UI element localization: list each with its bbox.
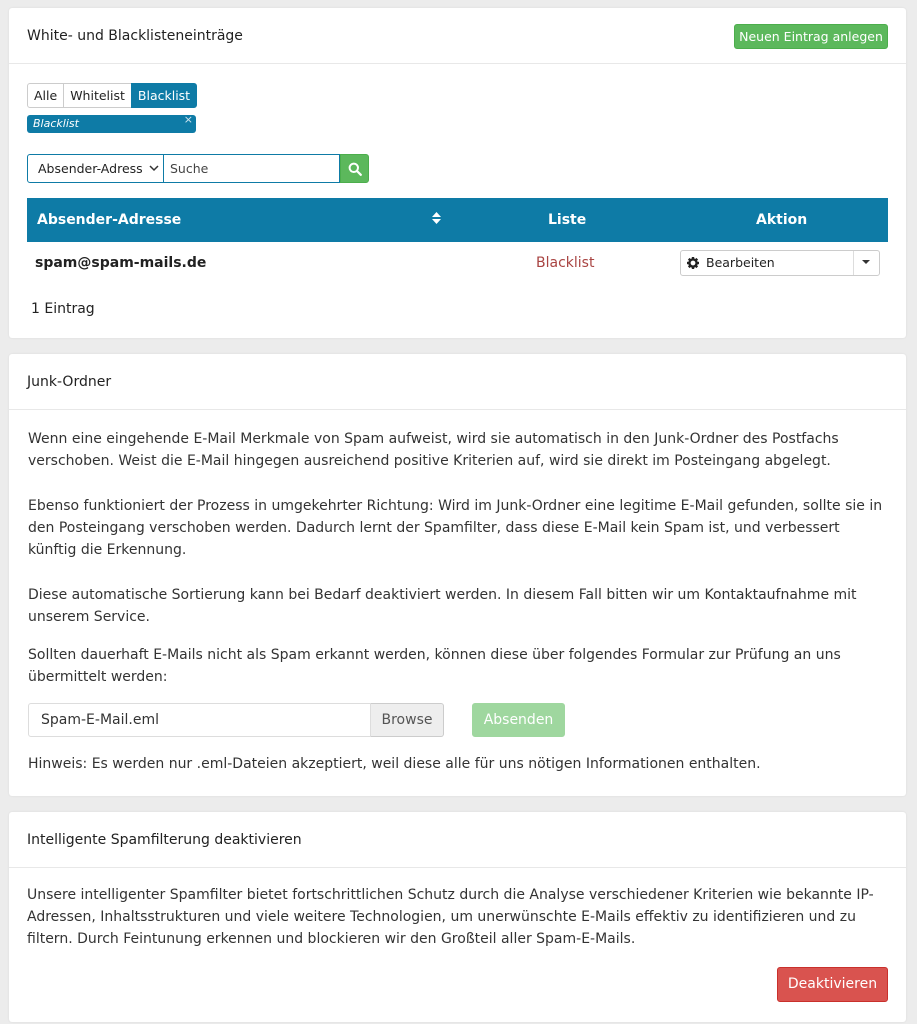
active-filter-tag xyxy=(27,115,196,133)
search-field-select-value: Absender-Adress xyxy=(38,161,143,176)
file-name-field[interactable]: Spam-E-Mail.eml xyxy=(28,703,371,737)
caret-down-icon[interactable] xyxy=(862,250,870,284)
sort-icon[interactable] xyxy=(432,198,441,242)
table-row xyxy=(27,242,888,286)
junk-panel xyxy=(9,354,906,796)
smart-filter-panel-title: Intelligente Spamfilterung deaktivieren xyxy=(27,832,302,848)
new-entry-button[interactable]: Neuen Eintrag anlegen xyxy=(734,24,888,49)
entries-table xyxy=(27,198,888,286)
edit-dropdown-button[interactable] xyxy=(680,250,880,276)
dropdown-divider xyxy=(853,251,854,275)
submit-button[interactable]: Absenden xyxy=(472,703,565,737)
file-upload-row xyxy=(28,703,444,737)
list-filter-group xyxy=(27,83,196,108)
entry-count: 1 Eintrag xyxy=(31,301,95,317)
smart-filter-panel xyxy=(9,812,906,1022)
search-button[interactable] xyxy=(340,154,369,183)
junk-paragraph-4: Sollten dauerhaft E-Mails nicht als Spam erkannt werden, können diese über folgendes Formular zur Prüfung an uns übermittelt werden: xyxy=(28,647,841,685)
junk-paragraph-1: Wenn eine eingehende E-Mail Merkmale von Spam aufweist, wird sie automatisch in den Junk-Ordner des Postfachs verschoben. Weist die E-Mail hingegen ausreichend positive Kriterien auf, wird sie direkt im Posteingang abgelegt. xyxy=(28,431,839,469)
list-type: Blacklist xyxy=(536,255,595,271)
edit-dropdown-label: Bearbeiten xyxy=(706,255,775,270)
search-input[interactable]: Suche xyxy=(164,154,340,183)
chevron-down-icon xyxy=(149,155,159,193)
smart-filter-panel-header xyxy=(9,812,906,868)
smart-filter-description: Unsere intelligenter Spamfilter bietet fortschrittlichen Schutz durch die Analyse verschiedener Kriterien wie bekannte IP-Adressen, Inhaltsstrukturen und viele weitere Technologien, um unerwünschte E-Mails effektiv zu identifizieren und zu filtern. Durch Feintunung erkennen und blockieren wir den Großteil aller Spam-E-Mails. xyxy=(27,887,874,947)
lists-panel xyxy=(9,8,906,338)
browse-button[interactable]: Browse xyxy=(371,703,444,737)
filter-blacklist-button[interactable]: Blacklist xyxy=(131,83,197,108)
search-field-select[interactable] xyxy=(27,154,164,183)
gear-icon xyxy=(687,251,699,283)
filter-all-button[interactable]: Alle xyxy=(27,83,64,108)
lists-panel-title: White- und Blacklisteneinträge xyxy=(27,28,243,44)
file-hint: Hinweis: Es werden nur .eml-Dateien akzeptiert, weil diese alle für uns nötigen Informationen enthalten. xyxy=(28,756,761,772)
table-header xyxy=(27,198,888,242)
junk-panel-title: Junk-Ordner xyxy=(27,374,112,390)
junk-panel-header xyxy=(9,354,906,410)
tag-close-icon[interactable]: × xyxy=(183,113,193,126)
column-header-list: Liste xyxy=(548,212,587,228)
search-icon xyxy=(348,162,362,176)
filter-whitelist-button[interactable]: Whitelist xyxy=(63,83,132,108)
column-header-sender[interactable]: Absender-Adresse xyxy=(37,212,182,228)
search-row xyxy=(27,154,369,183)
active-filter-tag-label: Blacklist xyxy=(33,117,79,130)
junk-paragraph-3: Diese automatische Sortierung kann bei Bedarf deaktiviert werden. In diesem Fall bitten wir um Kontaktaufnahme mit unserem Service. xyxy=(28,587,857,625)
sender-address: spam@spam-mails.de xyxy=(35,255,207,271)
lists-panel-header xyxy=(9,8,906,64)
junk-paragraph-2: Ebenso funktioniert der Prozess in umgekehrter Richtung: Wird im Junk-Ordner eine legitime E-Mail gefunden, sollte sie in den Posteingang verschoben werden. Dadurch lernt der Spamfilter, dass diese E-Mail kein Spam ist, und verbessert künftig die Erkennung. xyxy=(28,498,883,558)
column-header-action: Aktion xyxy=(756,212,808,228)
deactivate-button[interactable]: Deaktivieren xyxy=(777,967,888,1002)
